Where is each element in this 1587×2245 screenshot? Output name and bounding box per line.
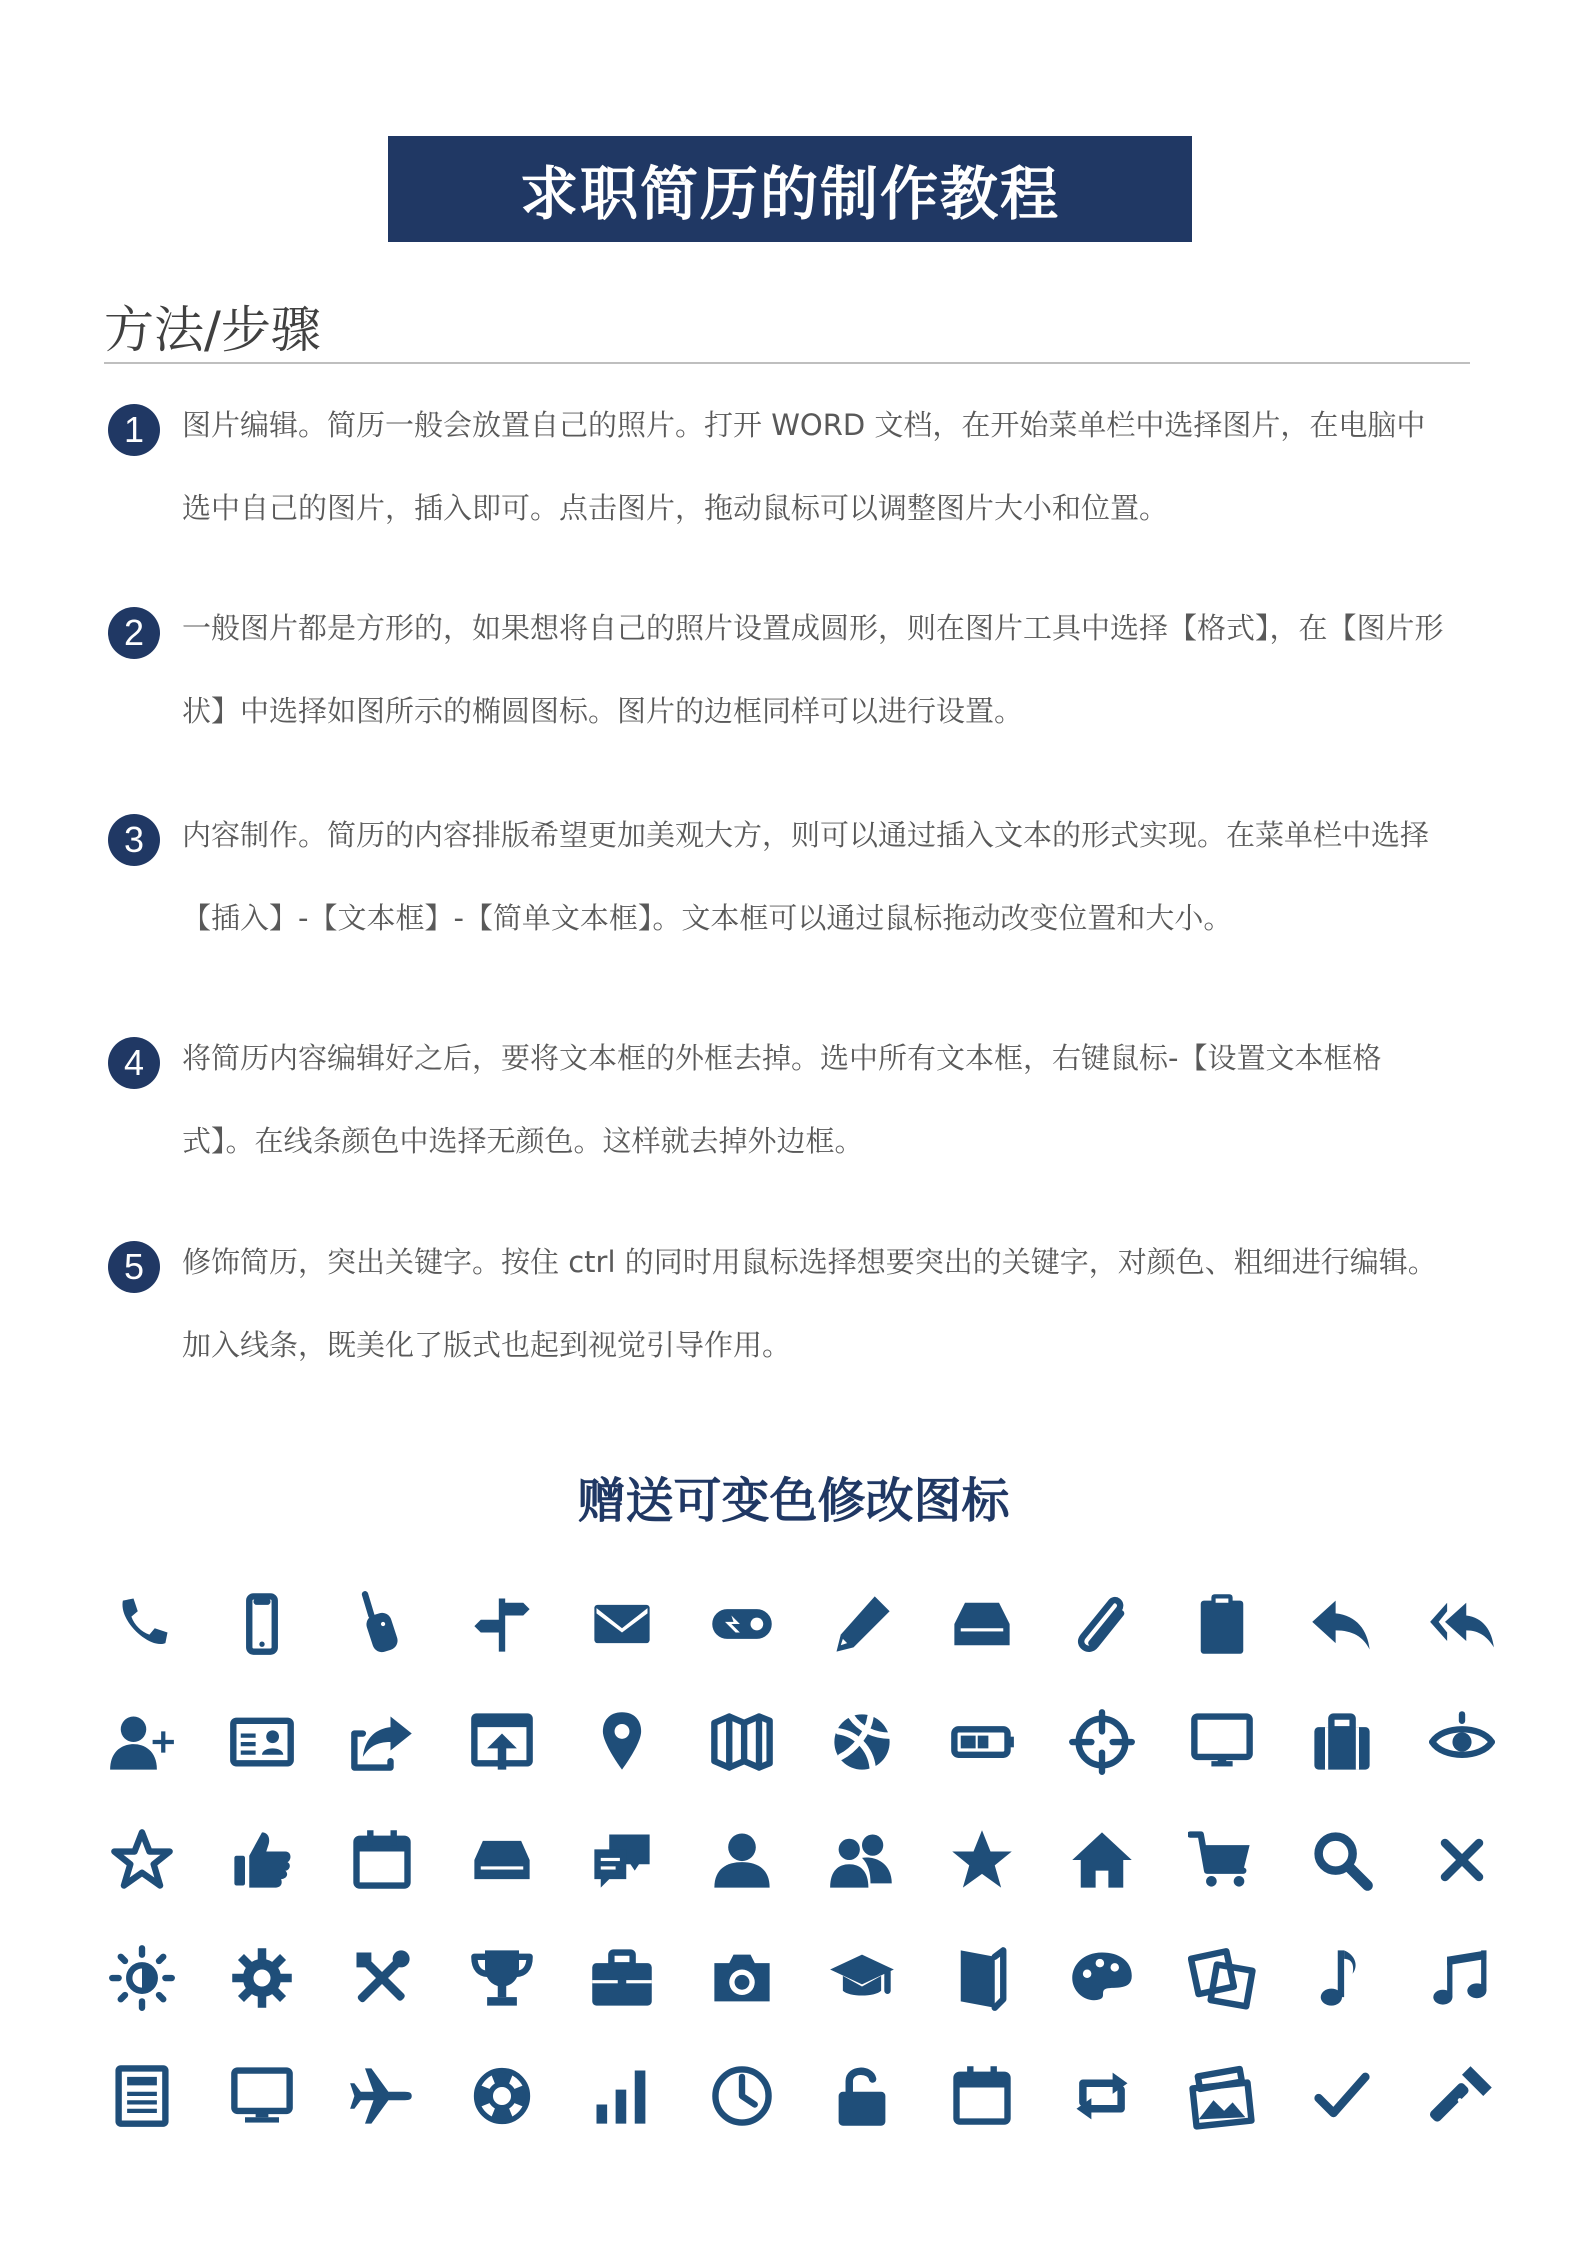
palette-icon <box>1042 1919 1162 2037</box>
mail-icon <box>562 1565 682 1683</box>
walkie-talkie-icon <box>322 1565 442 1683</box>
basketball-icon <box>802 1683 922 1801</box>
pencil-icon <box>802 1565 922 1683</box>
photos-icon <box>1162 1919 1282 2037</box>
step-number: 5 <box>108 1241 160 1293</box>
inbox-icon <box>922 1565 1042 1683</box>
camera-icon <box>682 1919 802 2037</box>
book-icon <box>922 1919 1042 2037</box>
star-icon <box>922 1801 1042 1919</box>
flashlight-icon <box>1402 2037 1522 2155</box>
upload-window-icon <box>442 1683 562 1801</box>
step-number: 4 <box>108 1037 160 1089</box>
star-outline-icon <box>82 1801 202 1919</box>
reply-icon <box>1282 1565 1402 1683</box>
clock-icon <box>682 2037 802 2155</box>
retweet-icon <box>1042 2037 1162 2155</box>
icon-grid <box>82 1565 1522 2155</box>
step-number: 1 <box>108 404 160 456</box>
graduation-cap-icon <box>802 1919 922 2037</box>
section-divider <box>104 362 1470 364</box>
chat-bubbles-icon <box>562 1801 682 1919</box>
monitor-icon <box>1162 1683 1282 1801</box>
step-text: 将简历内容编辑好之后，要将文本框的外框去掉。选中所有文本框，右键鼠标-【设置文本框格式】。在线条颜色中选择无颜色。这样就去掉外边框。 <box>182 1041 1382 1158</box>
map-icon <box>682 1683 802 1801</box>
tools-icon <box>322 1919 442 2037</box>
location-pin-icon <box>562 1683 682 1801</box>
gift-heading: 赠送可变色修改图标 <box>577 1473 1010 1529</box>
search-icon <box>1282 1801 1402 1919</box>
title-banner <box>388 136 1192 242</box>
close-icon <box>1402 1801 1522 1919</box>
lifebuoy-icon <box>442 2037 562 2155</box>
calendar-alt-icon <box>922 2037 1042 2155</box>
bar-chart-icon <box>562 2037 682 2155</box>
newspaper-icon <box>82 2037 202 2155</box>
desktop-icon <box>202 2037 322 2155</box>
trophy-icon <box>442 1919 562 2037</box>
user-icon <box>682 1801 802 1919</box>
image-icon <box>1162 2037 1282 2155</box>
clipboard-icon <box>1162 1565 1282 1683</box>
airplane-icon <box>322 2037 442 2155</box>
gear-icon <box>202 1919 322 2037</box>
home-icon <box>1042 1801 1162 1919</box>
drawer-icon <box>442 1801 562 1919</box>
lock-icon <box>802 2037 922 2155</box>
step-number: 2 <box>108 607 160 659</box>
cart-icon <box>1162 1801 1282 1919</box>
step-text: 内容制作。简历的内容排版希望更加美观大方，则可以通过插入文本的形式实现。在菜单栏中选择【插入】-【文本框】-【简单文本框】。文本框可以通过鼠标拖动改变位置和大小。 <box>182 818 1430 935</box>
users-icon <box>802 1801 922 1919</box>
brightness-icon <box>82 1919 202 2037</box>
ticket-icon <box>682 1565 802 1683</box>
music-note-icon <box>1282 1919 1402 2037</box>
section-heading: 方法/步骤 <box>104 301 321 359</box>
step-number: 3 <box>108 814 160 866</box>
page-title: 求职简历的制作教程 <box>519 160 1060 228</box>
paperclip-icon <box>1042 1565 1162 1683</box>
share-icon <box>322 1683 442 1801</box>
id-card-icon <box>202 1683 322 1801</box>
signpost-icon <box>442 1565 562 1683</box>
eye-icon <box>1402 1683 1522 1801</box>
battery-icon <box>922 1683 1042 1801</box>
crosshair-icon <box>1042 1683 1162 1801</box>
music-notes-icon <box>1402 1919 1522 2037</box>
checkmark-icon <box>1282 2037 1402 2155</box>
thumbs-up-icon <box>202 1801 322 1919</box>
suitcase-icon <box>1282 1683 1402 1801</box>
phone-icon <box>82 1565 202 1683</box>
step-text: 图片编辑。简历一般会放置自己的照片。打开 WORD 文档，在开始菜单栏中选择图片，在电脑中选中自己的图片，插入即可。点击图片，拖动鼠标可以调整图片大小和位置。 <box>182 408 1426 525</box>
step-text: 修饰简历，突出关键字。按住 ctrl 的同时用鼠标选择想要突出的关键字，对颜色、粗细进行编辑。加入线条，既美化了版式也起到视觉引导作用。 <box>182 1245 1437 1362</box>
calendar-icon <box>322 1801 442 1919</box>
briefcase-icon <box>562 1919 682 2037</box>
reply-all-icon <box>1402 1565 1522 1683</box>
step-text: 一般图片都是方形的，如果想将自己的照片设置成圆形，则在图片工具中选择【格式】，在【图片形状】中选择如图所示的椭圆图标。图片的边框同样可以进行设置。 <box>182 611 1444 728</box>
mobile-icon <box>202 1565 322 1683</box>
add-user-icon <box>82 1683 202 1801</box>
